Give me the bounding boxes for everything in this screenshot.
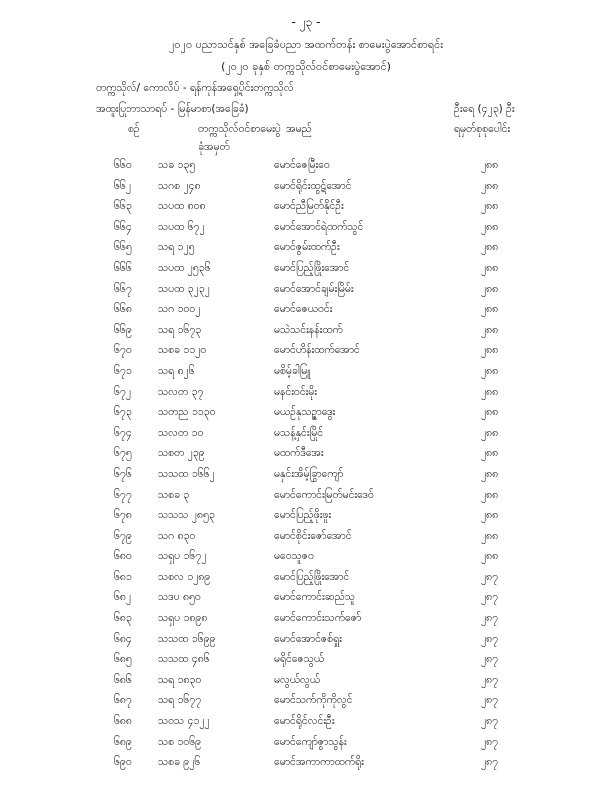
page-number: - ၂၃ - <box>291 15 321 29</box>
exam-roll-number: သရ ၈၂၆ <box>158 364 195 377</box>
student-name: မောင်ကျော်ဇွာသွန်း <box>274 735 347 748</box>
row-number: ၆၈၀ <box>114 550 132 563</box>
exam-roll-number: သစခ ၉၂၆ <box>158 756 201 769</box>
row-number: ၆၈၅ <box>114 653 132 666</box>
table-row <box>0 424 612 445</box>
total-score: ၂၈၇ <box>481 653 499 666</box>
row-number: ၆၇၃ <box>114 406 132 419</box>
student-name: မောင်အောင်ရဲထက်သွင် <box>274 220 364 233</box>
student-name: မယဉ်နုသဉ္ဇာဒွေး <box>274 406 336 419</box>
student-name: မောင်စိုင်းဇော်အောင် <box>274 529 352 542</box>
total-score: ၂၈၇ <box>481 570 499 583</box>
page-subtitle: (၂၀၂၀ ခုနှစ် တက္ကသိုလ်ဝင်စာမေးပွဲအောင်) <box>221 60 391 73</box>
table-row <box>0 403 612 424</box>
exam-roll-number: သဂစ ၂၄၈ <box>158 179 201 192</box>
exam-roll-number: သဂ ၈၃၀ <box>158 529 196 542</box>
total-score: ၂၈၇ <box>481 756 499 769</box>
exam-roll-number: သစခ ၃ <box>158 488 190 501</box>
total-score: ၂၈၈ <box>481 426 499 439</box>
total-score: ၂၈၈ <box>481 344 499 357</box>
student-name: မဝေသူဇဝ <box>274 550 314 563</box>
table-row <box>0 444 612 465</box>
exam-roll-number: သရှပ ၁၆၇၂ <box>158 550 207 563</box>
student-name: မစိမ့်ခါမြူ <box>274 364 311 377</box>
table-row <box>0 733 612 754</box>
student-name: မလွယ်လွယ် <box>274 673 321 686</box>
student-name: မောင်ဇေယဝင်း <box>274 303 333 316</box>
row-number: ၆၈၄ <box>114 632 132 645</box>
student-name: မောင်အောင်ချမ်းမြိမ်း <box>274 282 354 295</box>
exam-roll-number: သပထ ၆၇၂ <box>158 220 205 233</box>
total-score: ၂၈၈ <box>481 282 499 295</box>
table-row <box>0 609 612 630</box>
table-row <box>0 671 612 692</box>
exam-roll-number: သရ ၁၆၇၃ <box>158 323 202 336</box>
row-number: ၆၆၅ <box>114 241 132 254</box>
student-name: မောင်ကောင်းသက်ဇော် <box>274 612 362 625</box>
total-score: ၂၈၇ <box>481 694 499 707</box>
name-column-header: အမည် <box>286 123 312 135</box>
table-row <box>0 547 612 568</box>
total-score: ၂၈၈ <box>481 179 499 192</box>
exam-roll-number: သစလ ၁၂၈၉ <box>158 570 211 583</box>
total-score: ၂၈၈ <box>481 509 499 522</box>
row-number: ၆၇၈ <box>114 509 132 522</box>
table-row <box>0 691 612 712</box>
exam-roll-number: သလတ ၃၇ <box>158 385 204 398</box>
row-number: ၆၇၀ <box>114 344 132 357</box>
exam-roll-number: သသထ ၄၈၆ <box>158 653 210 666</box>
student-name: မောင်ရိုင်လင်းဦး <box>274 715 335 728</box>
university-line: တက္ကသိုလ်/ ကောလိပ် - ရန်ကုန်အရှေ့ပိုင်းတက္ကသိုလ် <box>96 82 294 94</box>
total-score: ၂၈၈ <box>481 406 499 419</box>
exam-roll-number: သရှပ ၁၈၉၈ <box>158 612 208 625</box>
total-score: ၂၈၈ <box>481 261 499 274</box>
student-name: မောင်ပြည့်ဖြိုးအောင် <box>274 261 350 274</box>
total-score: ၂၈၈ <box>481 447 499 460</box>
row-number: ၆၆၆ <box>114 261 132 274</box>
student-name: မောင်ရိုင်းထွဋ်အောင် <box>274 179 352 192</box>
exam-roll-number: သရ ၁၈၃၀ <box>158 673 202 686</box>
table-row <box>0 712 612 733</box>
count-heading: ဦးရေ (၄၂၃) ဦး <box>454 103 515 115</box>
row-number: ၆၆၉ <box>114 323 132 336</box>
page-title: ၂၀၂၀ ပညာသင်နှစ် အခြေခံပညာ အထက်တန်း စာမေးပွဲအောင်စာရင်း <box>168 38 444 51</box>
student-name: မောင်ညီမြတ်နိုင်ဦး <box>274 200 344 213</box>
student-name: မောင်ကောင်းမြတ်မင်းဒေဝ် <box>274 488 374 501</box>
row-number: ၆၇၉ <box>114 529 132 542</box>
row-number: ၆၆၇ <box>114 282 132 295</box>
student-name: မသဲသင်းနန်းထက် <box>274 323 343 336</box>
results-table <box>0 156 612 774</box>
total-score: ၂၈၈ <box>481 323 499 336</box>
table-row <box>0 753 612 774</box>
total-score: ၂၈၈ <box>481 159 499 171</box>
total-score: ၂၈၈ <box>481 303 499 316</box>
exam-roll-number: သပထ ၂၅၃၆ <box>158 261 211 274</box>
table-row <box>0 259 612 280</box>
total-score: ၂၈၇ <box>481 591 499 604</box>
exam-roll-number: သရ ၁၆၇၇ <box>158 694 202 707</box>
exam-roll-number: သသထ ၁၆၉၉ <box>158 632 216 645</box>
student-name: မောင်ပြည့်ဖိုးဖူး <box>274 509 332 522</box>
student-name: မောင်အောင်ဇစ်ရှူး <box>274 632 342 645</box>
total-score: ၂၈၈ <box>481 529 499 542</box>
student-name: မောင်ကောင်းဆည်သူ <box>274 591 356 604</box>
table-row <box>0 527 612 548</box>
total-score: ၂၈၇ <box>481 632 499 645</box>
exam-roll-number: သခ ၁၃၅ <box>158 159 196 171</box>
exam-roll-number: သလတ ၁၀ <box>158 426 204 439</box>
table-row <box>0 568 612 589</box>
total-score: ၂၈၈ <box>481 241 499 254</box>
row-number: ၆၈၇ <box>114 694 132 707</box>
exam-roll-number: သစတ ၂၃၉ <box>158 447 205 460</box>
student-name: မထက်ဒီအေး <box>274 447 324 460</box>
row-number: ၆၇၅ <box>114 447 132 460</box>
student-name: မောင်ဇွမ်းထက်ဦး <box>274 241 340 254</box>
student-name: မောင်ဇေမြီးဝေ <box>274 159 330 171</box>
exam-roll-number: သစခ ၁၁၂၀ <box>158 344 207 357</box>
row-number: ၆၇၁ <box>114 364 132 377</box>
total-score: ၂၈၈ <box>481 550 499 563</box>
table-row <box>0 486 612 507</box>
id-column-header-line2: ခုံအမှတ် <box>198 141 230 153</box>
total-score: ၂၈၇ <box>481 612 499 625</box>
table-row <box>0 156 612 177</box>
exam-roll-number: သစ ၁၀၆၉ <box>158 735 202 748</box>
total-score: ၂၈၈ <box>481 467 499 480</box>
total-score: ၂၈၈ <box>481 385 499 398</box>
table-row <box>0 321 612 342</box>
table-row <box>0 630 612 651</box>
table-row <box>0 650 612 671</box>
total-score: ၂၈၇ <box>481 673 499 686</box>
row-number: ၆၈၈ <box>114 715 132 728</box>
student-name: မသန့်နှင်းမြိုင် <box>274 426 324 439</box>
table-row <box>0 238 612 259</box>
table-row <box>0 383 612 404</box>
exam-roll-number: သဂ ၁၀၀၂ <box>158 303 201 316</box>
no-column-header: စဉ် <box>128 123 140 135</box>
table-row <box>0 300 612 321</box>
row-number: ၆၈၁ <box>114 570 132 583</box>
student-name: မောင်ပြည့်ဖြိုးအောင် <box>274 570 350 583</box>
total-score: ၂၈၈ <box>481 488 499 501</box>
exam-roll-number: သတည ၁၁၃၀ <box>158 406 216 419</box>
row-number: ၆၆၈ <box>114 303 132 316</box>
table-row <box>0 588 612 609</box>
exam-roll-number: သရ ၁၂၅ <box>158 241 195 254</box>
table-row <box>0 218 612 239</box>
student-name: မောင်သက်ကိုကိုလွင် <box>274 694 353 707</box>
row-number: ၆၆၄ <box>114 220 132 233</box>
row-number: ၆၇၄ <box>114 426 132 439</box>
subject-line: အထူးပြုဘာသာရပ် - မြန်မာစာ(အခြေခံ) <box>96 103 249 115</box>
student-name: မောင်ဟိန်းထက်အောင် <box>274 344 360 357</box>
total-score: ၂၈၇ <box>481 735 499 748</box>
student-name: မနင်းဝင်းမိုး <box>274 385 317 398</box>
row-number: ၆၆၃ <box>114 200 132 213</box>
exam-roll-number: သသထ ၁၆၆၂ <box>158 467 215 480</box>
student-name: မနှင်းအိမ့်ခြွာကျော် <box>274 467 344 480</box>
row-number: ၆၈၆ <box>114 673 132 686</box>
exam-roll-number: သသသ ၂၈၅၃ <box>158 509 215 522</box>
row-number: ၆၇၆ <box>114 467 132 480</box>
row-number: ၆၇၇ <box>114 488 132 501</box>
exam-roll-number: သဝသ ၄၁၂၂ <box>158 715 210 728</box>
table-row <box>0 341 612 362</box>
row-number: ၆၈၉ <box>114 735 132 748</box>
score-column-header: ရမှတ်စုစုပေါင်း <box>454 123 511 135</box>
id-column-header: တက္ကသိုလ်ဝင်စာမေးပွဲ <box>198 123 281 135</box>
table-row <box>0 465 612 486</box>
table-row <box>0 280 612 301</box>
row-number: ၆၆၀ <box>114 159 132 171</box>
row-number: ၆၈၃ <box>114 612 132 625</box>
table-row <box>0 506 612 527</box>
row-number: ၆၈၂ <box>114 591 132 604</box>
exam-roll-number: သဒပ ၈၅၀ <box>158 591 201 604</box>
exam-roll-number: သပထ ၈၀၈ <box>158 200 206 213</box>
student-name: မရိုင်ဇေသွယ် <box>274 653 325 666</box>
row-number: ၆၆၂ <box>114 179 131 192</box>
table-row <box>0 362 612 383</box>
row-number: ၆၇၂ <box>114 385 131 398</box>
total-score: ၂၈၈ <box>481 220 499 233</box>
student-name: မောင်အကာကာထက်ရိုး <box>274 756 364 769</box>
total-score: ၂၈၇ <box>481 715 499 728</box>
total-score: ၂၈၈ <box>481 364 499 377</box>
total-score: ၂၈၈ <box>481 200 499 213</box>
row-number: ၆၉၀ <box>114 756 132 769</box>
table-row <box>0 197 612 218</box>
exam-roll-number: သပထ ၃၂၃၂ <box>158 282 210 295</box>
table-row <box>0 177 612 198</box>
